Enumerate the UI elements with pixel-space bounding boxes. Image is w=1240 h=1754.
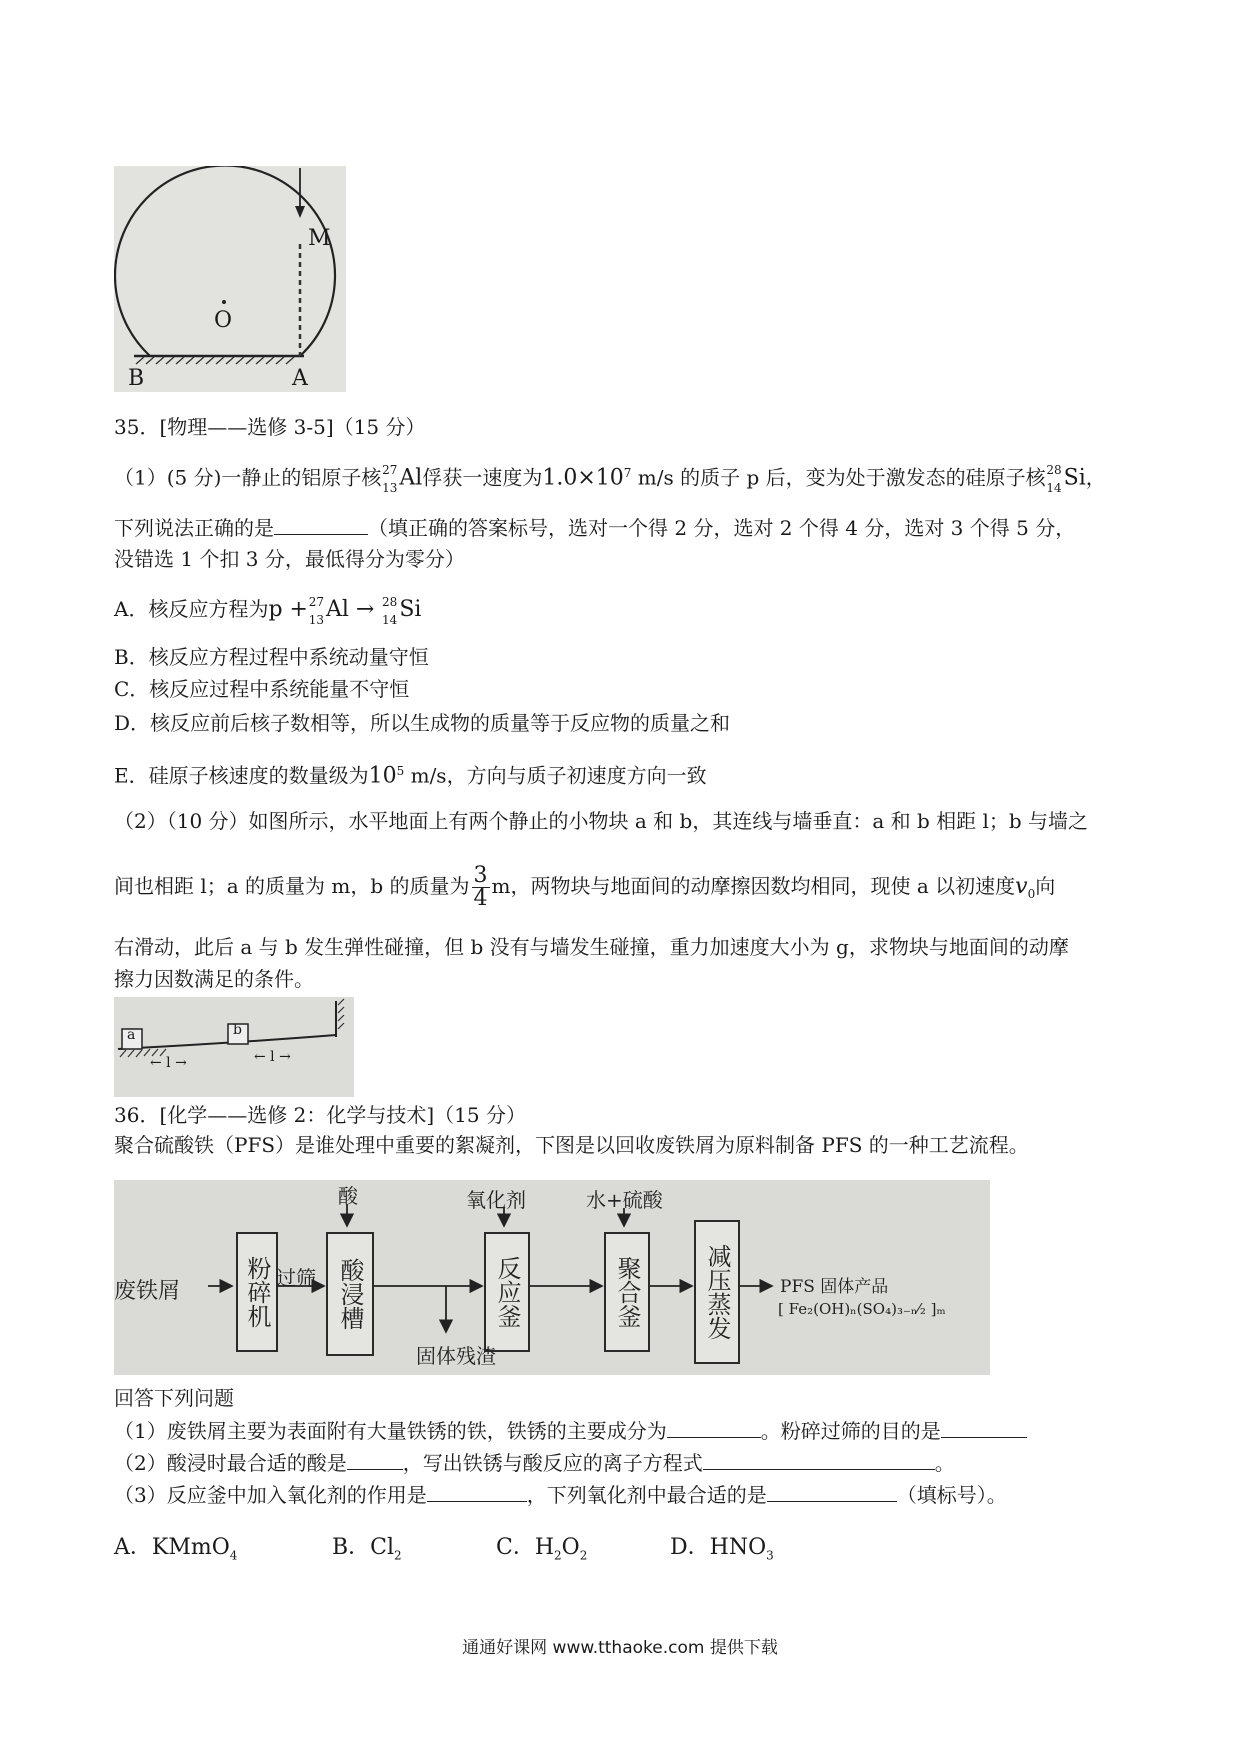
q36-answer-prompt: 回答下列问题 [114, 1386, 234, 1410]
blank-ionic-equation[interactable] [703, 1451, 935, 1470]
sub3-text-a: （3）反应釜中加入氧化剂的作用是 [114, 1483, 427, 1507]
process-flow-figure [114, 1180, 990, 1375]
product-formula: [ Fe₂(OH)ₙ(SO₄)₃₋ₙ⁄₂ ]ₘ [778, 1300, 946, 1318]
q35-part2-line3: 右滑动，此后 a 与 b 发生弹性碰撞，但 b 没有与墙发生碰撞，重力加速度大小为 g，求物块与地面间的动摩 [114, 935, 1069, 959]
q35-p2: 下列说法正确的是 [114, 516, 274, 540]
option-a-al-symbol: Al [325, 597, 349, 622]
option-a-si: 28 14 [382, 594, 398, 627]
option-a-al: 27 13 [308, 594, 324, 627]
q35-p1d: ， [1085, 465, 1106, 490]
q35-part2-line2 [114, 860, 1055, 920]
label-a: A [292, 366, 308, 391]
q35-option-a [114, 594, 422, 627]
evaporator-box: 减压蒸发 [694, 1220, 740, 1364]
q35-part2-line1: （2）（10 分）如图所示，水平地面上有两个静止的小物块 a 和 b，其连线与墙垂直：a 和 b 相距 l；b 与墙之 [114, 809, 1089, 833]
crusher-box: 粉碎机 [236, 1232, 278, 1352]
acid-label: 酸 [338, 1184, 358, 1208]
q35-p2-tail: （填正确的答案标号，选对一个得 2 分，选对 2 个得 4 分，选对 3 个得 5 分， [368, 516, 1076, 540]
sub2-text-c: 。 [934, 1451, 955, 1475]
acid-leach-tank-box: 酸浸槽 [326, 1232, 374, 1356]
q35-p1b: 俘获一速度为 [422, 465, 543, 490]
option-e-exponent: 5 [396, 764, 405, 778]
q35-part1-line2 [114, 515, 1075, 541]
al-symbol: Al [399, 465, 423, 491]
distance-l1: ← l → [150, 1055, 187, 1071]
distance-l2: ← l → [254, 1049, 291, 1065]
q35-option-c: C．核反应过程中系统能量不守恒 [114, 677, 410, 701]
q36-option-c: C．$H_2O_2$ [496, 1535, 588, 1563]
oxidant-label: 氧化剂 [466, 1188, 526, 1212]
water-acid-label: 水+硫酸 [586, 1188, 663, 1212]
q36-sub1 [114, 1418, 1027, 1444]
option-a-si-symbol: Si [399, 597, 422, 622]
v0-symbol: v [1015, 874, 1028, 899]
q2-l2a: 间也相距 l；a 的质量为 m，b 的质量为 [114, 874, 470, 898]
blank-rust-component[interactable] [667, 1419, 761, 1438]
arrow-icon: → [348, 597, 382, 622]
q36-option-b: B．$Cl_2$ [332, 1535, 402, 1563]
sub1-text-a: （1）废铁屑主要为表面附有大量铁锈的铁，铁锈的主要成分为 [114, 1419, 667, 1443]
page-footer: 通通好课网 www.tthaoke.com 提供下载 [462, 1638, 778, 1658]
input-label: 废铁屑 [114, 1279, 181, 1304]
q36-option-d: D．$HNO_3$ [670, 1535, 774, 1563]
q36-heading: 36．[化学——选修 2：化学与技术]（15 分） [114, 1103, 526, 1127]
q36-sub2 [114, 1450, 955, 1476]
polymerizer-box: 聚合釜 [604, 1232, 650, 1352]
sub2-text-b: ，写出铁锈与酸反应的离子方程式 [402, 1451, 703, 1475]
block-b-label: b [233, 1022, 242, 1038]
blank-oxidant-role[interactable] [427, 1483, 527, 1502]
option-a-text: A．核反应方程为 [114, 597, 269, 621]
sub1-text-b: 。粉碎过筛的目的是 [760, 1419, 941, 1443]
q36-sub3 [114, 1482, 1007, 1508]
circle-track-figure [114, 166, 346, 392]
q36-options-row [114, 1530, 874, 1563]
si-nuclide: 28 14 [1046, 463, 1062, 496]
blocks-wall-figure [114, 997, 354, 1097]
reactor-box: 反应釜 [484, 1232, 530, 1352]
q35-p1c: m/s 的质子 p 后，变为处于激发态的硅原子核 [631, 465, 1046, 490]
option-a-proton: p + [268, 597, 308, 622]
q35-heading: 35．[物理——选修 3-5]（15 分） [114, 415, 426, 439]
blank-sieve-purpose[interactable] [941, 1419, 1027, 1438]
sieve-label: 过筛 [276, 1266, 316, 1290]
q35-option-e [114, 758, 707, 790]
q35-p1a: （1）(5 分)一静止的铝原子核 [114, 465, 382, 490]
label-o: O [214, 308, 233, 333]
q2-l2b: m，两物块与地面间的动摩擦因数均相同，现使 a 以初速度 [491, 874, 1016, 898]
product-label: PFS 固体产品 [780, 1277, 889, 1297]
q36-option-a: A．KMmO$_4$ [114, 1535, 238, 1563]
q35-part2-line4: 擦力因数满足的条件。 [114, 967, 314, 991]
speed-value: 1.0×10 [542, 465, 624, 491]
blank-best-acid[interactable] [347, 1451, 403, 1470]
si-symbol: Si [1063, 465, 1086, 491]
label-b: B [128, 366, 145, 391]
v0-subscript: 0 [1027, 887, 1036, 901]
q35-part1-line1 [114, 460, 1106, 496]
blank-best-oxidant[interactable] [767, 1483, 897, 1502]
sub3-text-b: ，下列氧化剂中最合适的是 [526, 1483, 767, 1507]
q2-l2c: 向 [1035, 874, 1056, 898]
sub3-text-c: （填标号）。 [896, 1483, 1007, 1507]
q35-part1-line3: 没错选 1 个扣 3 分，最低得分为零分） [114, 547, 465, 571]
q35-option-b: B．核反应方程过程中系统动量守恒 [114, 645, 429, 669]
q35-option-d: D．核反应前后核子数相等，所以生成物的质量等于反应物的质量之和 [114, 711, 731, 735]
option-e-text: E．硅原子核速度的数量级为 [114, 763, 369, 788]
block-a-label: a [127, 1027, 136, 1043]
answer-blank[interactable] [274, 516, 368, 535]
al-nuclide: 27 13 [382, 463, 398, 496]
speed-exponent: 7 [623, 466, 632, 480]
fraction-three-quarters: $\frac{3}{4}$ [473, 863, 488, 911]
residue-label: 固体残渣 [416, 1344, 496, 1368]
label-m: M [308, 226, 331, 251]
sub2-text-a: （2）酸浸时最合适的酸是 [114, 1451, 347, 1475]
option-e-tail: m/s，方向与质子初速度方向一致 [404, 763, 707, 788]
q36-intro: 聚合硫酸铁（PFS）是谁处理中重要的絮凝剂，下图是以回收废铁屑为原料制备 PFS 的一种工艺流程。 [114, 1133, 1029, 1157]
option-e-power: 10 [368, 763, 397, 789]
